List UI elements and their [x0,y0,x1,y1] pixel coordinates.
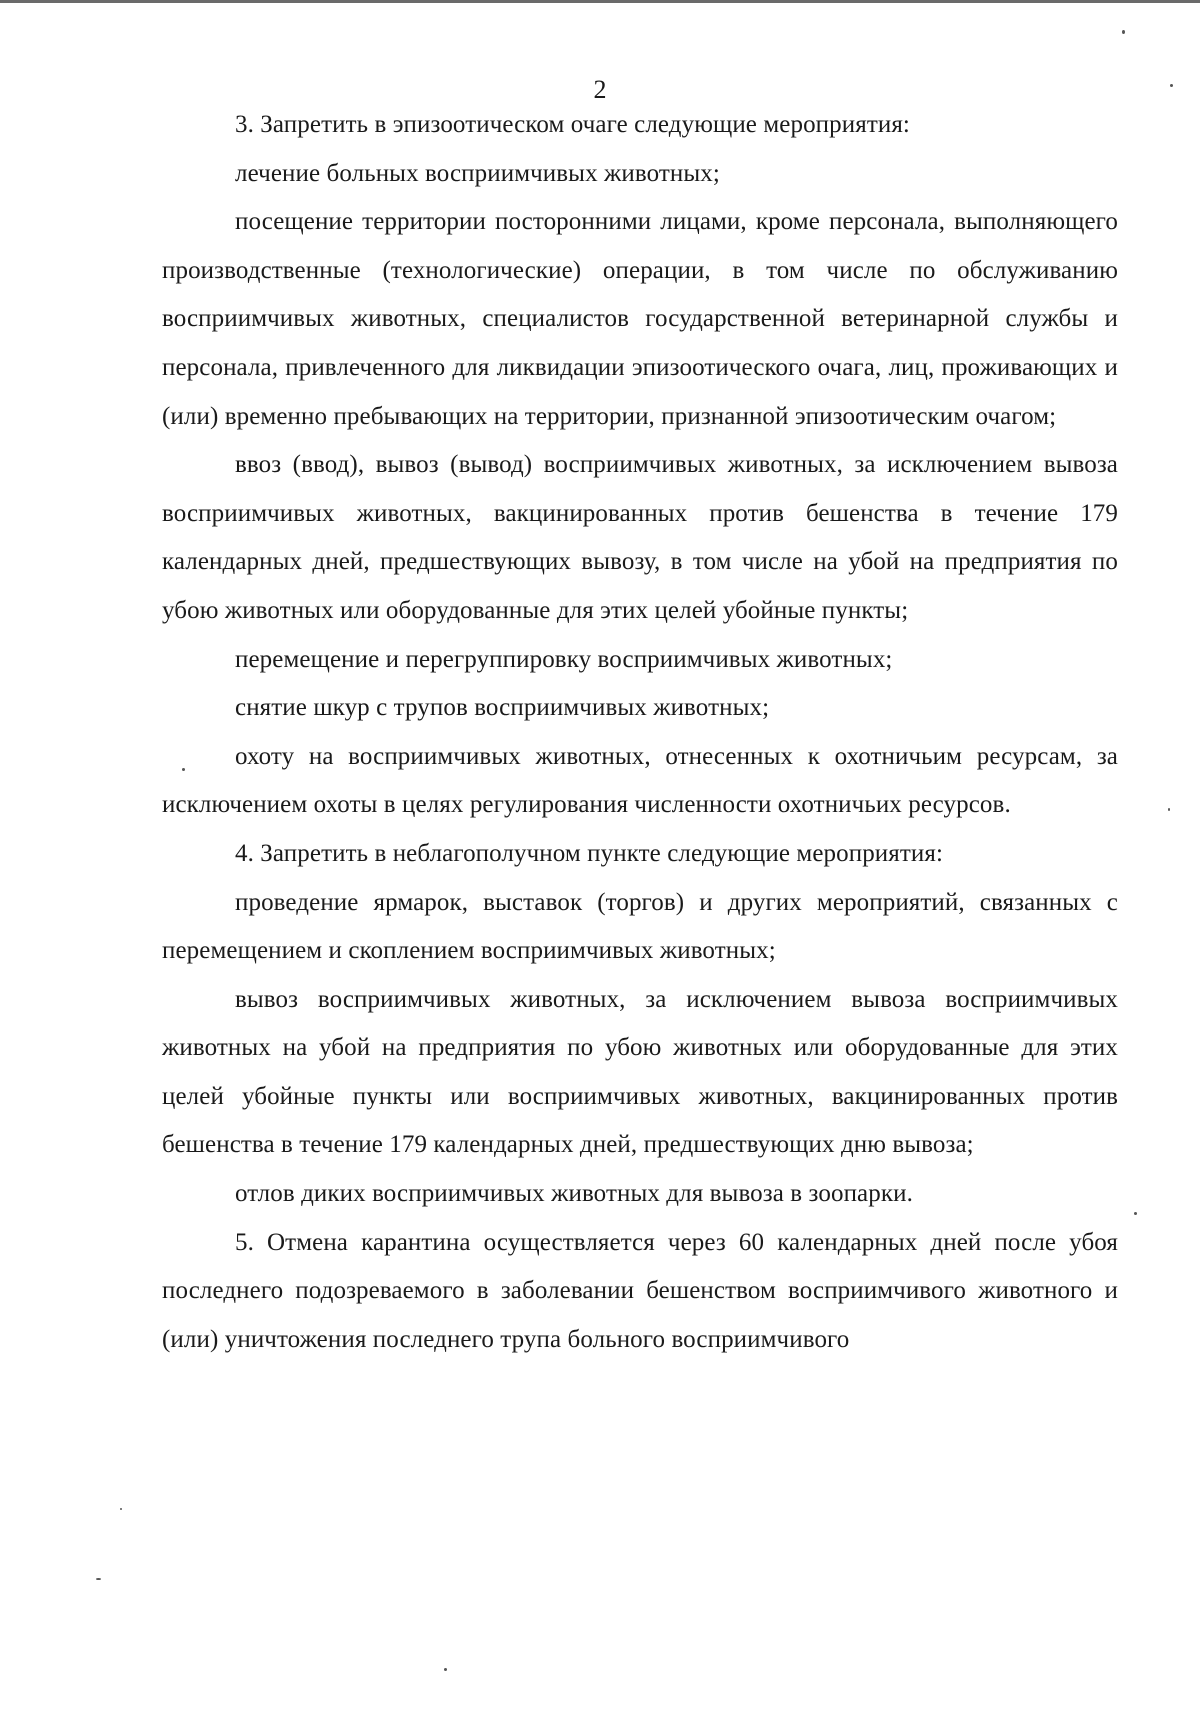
paragraph-regrouping-ban: перемещение и перегруппировку восприимчивых животных; [235,645,893,673]
paragraph-fairs-ban: проведение ярмарок, выставок (торгов) и других мероприятий, связанных с перемещением и скоплением восприимчивых животных; [162,888,1118,965]
scan-speck [182,768,185,771]
document-body [162,101,1118,1364]
paragraph-item-5: 5. Отмена карантина осуществляется через 60 календарных дней после убоя последнего подозреваемого в заболевании бешенством восприимчивого животного и (или) уничтожения последнего трупа больного восприимчивого [162,1228,1118,1353]
scan-top-edge [0,0,1200,3]
scan-speck [1168,808,1170,811]
paragraph-item-3: 3. Запретить в эпизоотическом очаге следующие мероприятия: [235,111,910,138]
paragraph-skinning-ban: снятие шкур с трупов восприимчивых животных; [235,694,770,722]
scan-speck [444,1668,447,1671]
page-number: 2 [593,75,607,104]
scan-speck [1134,1212,1137,1215]
scan-speck [1122,30,1125,34]
scan-speck [120,1508,122,1510]
paragraph-hunting-ban: охоту на восприимчивых животных, отнесенных к охотничьим ресурсам, за исключением охоты в целях регулирования численности охотничьих ресурсов. [162,742,1118,819]
paragraph-treatment-ban: лечение больных восприимчивых животных; [235,159,720,187]
paragraph-visit-ban: посещение территории посторонними лицами, кроме персонала, выполняющего производственные (технологические) операции, в том числе по обслуживанию восприимчивых животных, специалистов государственной ветеринарной службы и персонала, привлеченного для ликвидации эпизоотического очага, лиц, проживающих и (или) временно пребывающих на территории, признанной эпизоотическим очагом; [162,208,1118,430]
scan-speck [1170,84,1173,87]
scan-speck [96,1578,101,1580]
paragraph-capture-ban: отлов диких восприимчивых животных для вывоза в зоопарки. [235,1180,913,1208]
paragraph-import-export-ban: ввоз (ввод), вывоз (вывод) восприимчивых животных, за исключением вывоза восприимчивых животных, вакцинированных против бешенства в течение 179 календарных дней, предшествующих вывозу, в том числе на убой на предприятия по убою животных или оборудованные для этих целей убойные пункты; [162,451,1118,624]
paragraph-export-ban: вывоз восприимчивых животных, за исключением вывоза восприимчивых животных на убой на предприятия по убою животных или оборудованные для этих целей убойные пункты или восприимчивых животных, вакцинированных против бешенства в течение 179 календарных дней, предшествующих дню вывоза; [162,985,1118,1159]
paragraph-item-4: 4. Запретить в неблагополучном пункте следующие мероприятия: [235,839,944,867]
